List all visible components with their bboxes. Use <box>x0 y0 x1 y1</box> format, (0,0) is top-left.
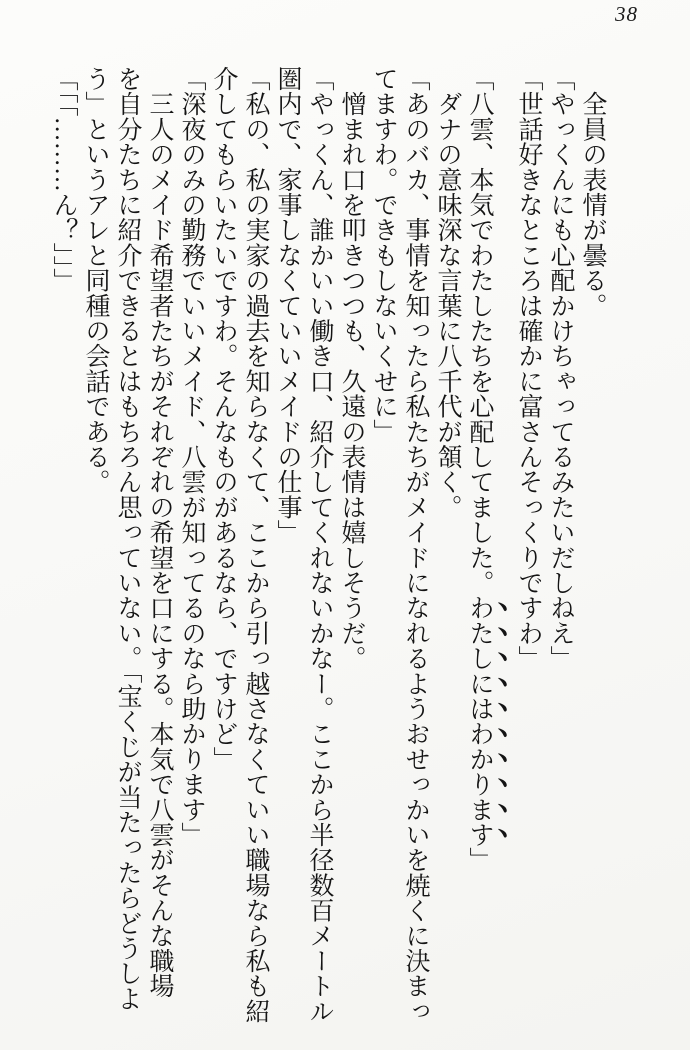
text-line <box>576 66 608 1024</box>
text-segment: 憎まれ口を叩きつつも、久遠の表情は嬉しそうだ。 <box>338 66 365 671</box>
vertical-text-block <box>47 66 608 1024</box>
emphasized-text: わたしにはわかります <box>466 595 493 848</box>
page-number: 38 <box>615 2 638 26</box>
text-segment: 「世話好きなところは確かに富さんそっくりですわ」 <box>515 66 542 671</box>
text-line <box>512 66 544 1024</box>
text-line <box>431 66 463 1024</box>
text-line <box>335 66 367 1024</box>
text-line <box>544 66 576 1024</box>
text-segment: ダナの意味深な言葉に八千代が頷く。 <box>434 66 461 520</box>
text-segment: を自分たちに紹介できるとはもちろん思っていない。「宝くじが当たったらどうしよ <box>114 66 141 1012</box>
text-segment: う」というアレと同種の会話である。 <box>82 66 109 495</box>
text-line <box>271 66 303 1024</box>
text-line <box>367 66 399 1024</box>
text-segment: てますわ。できもしないくせに」 <box>370 66 397 444</box>
text-segment: 全員の表情が曇る。 <box>579 66 606 318</box>
text-line <box>399 66 431 1024</box>
text-line <box>207 66 239 1024</box>
text-line <box>79 66 111 1024</box>
text-segment: 「私の、私の実家の過去を知らなくて、ここから引っ越さなくていい職場なら私も紹 <box>242 66 269 1024</box>
text-segment: 「あのバカ、事情を知ったら私たちがメイドになれるようおせっかいを焼くに決まっ <box>402 66 429 1024</box>
text-segment: 」 <box>466 847 493 873</box>
text-line <box>111 66 143 1024</box>
text-line <box>303 66 335 1024</box>
text-line <box>47 66 79 1024</box>
text-line <box>143 66 175 1024</box>
text-line <box>463 66 512 1024</box>
text-line <box>175 66 207 1024</box>
text-line <box>239 66 271 1024</box>
text-segment: 「深夜のみの勤務でいいメイド、八雲が知ってるのなら助かります」 <box>178 66 205 848</box>
text-segment: 三人のメイド希望者たちがそれぞれの希望を口にする。本気で八雲がそんな職場 <box>146 66 173 999</box>
text-segment: 「やっくん、誰かいい働き口、紹介してくれないかなー。ここから半径数百メートル <box>306 66 333 1024</box>
text-segment: 「やっくんにも心配かけちゃってるみたいだしねえ」 <box>547 66 574 671</box>
text-segment: 介してもらいたいですわ。そんなものがあるなら、ですけど」 <box>210 66 237 772</box>
text-segment: 圏内で、家事しなくていいメイドの仕事」 <box>274 66 301 545</box>
text-segment: 「八雲、本気でわたしたちを心配してました。 <box>466 66 493 596</box>
text-segment: 「「「………ん？」」」 <box>50 66 77 294</box>
